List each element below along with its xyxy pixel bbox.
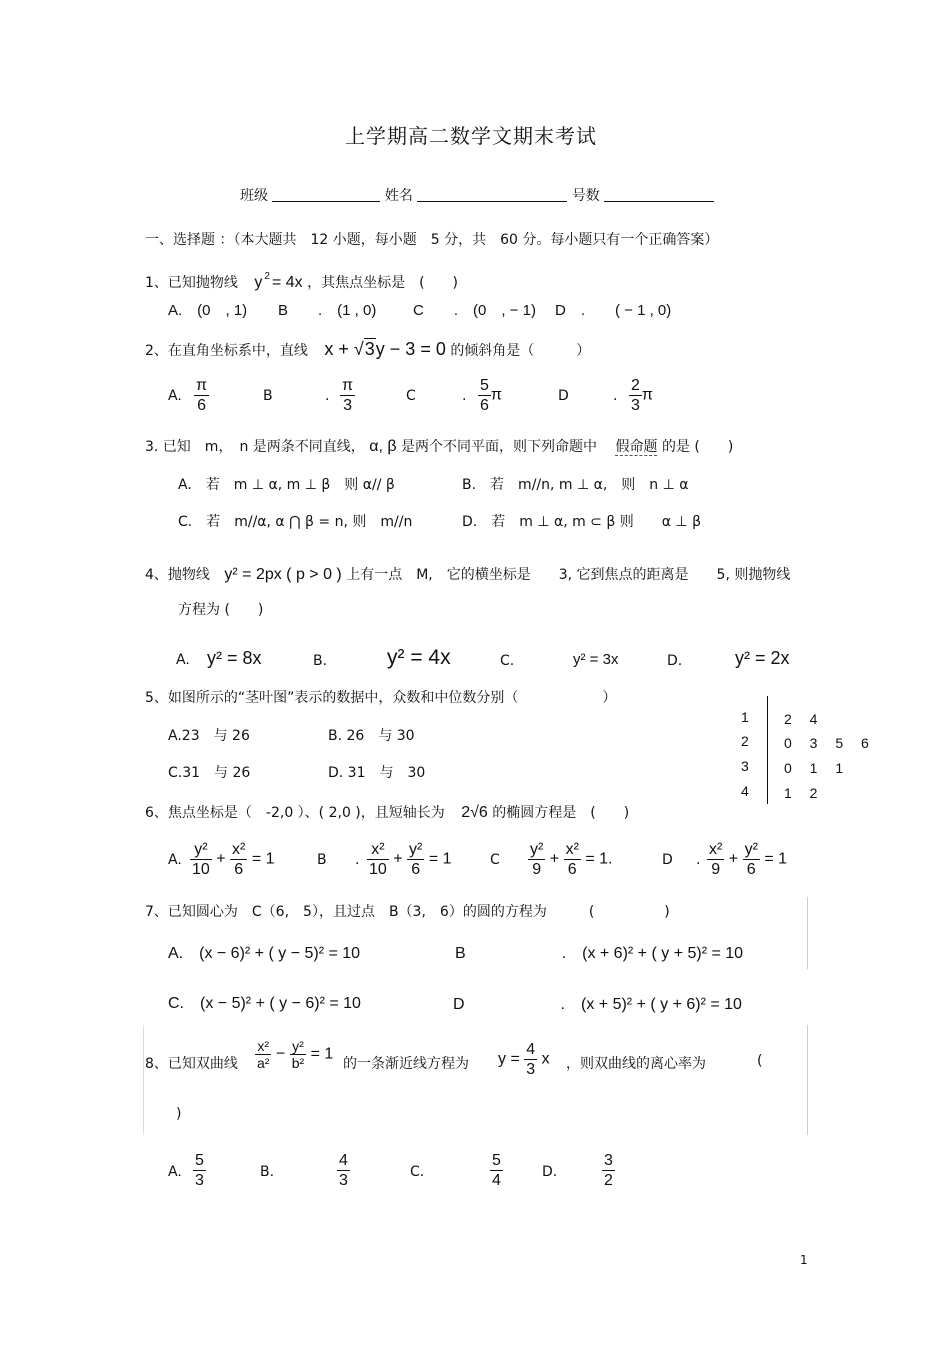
question-6 xyxy=(145,802,629,822)
q8-option-c: $\frac{5}{4}$ xyxy=(492,1152,501,1189)
q4-label-c: C. xyxy=(500,653,515,669)
q8-option-d: $\frac{3}{2}$ xyxy=(604,1152,613,1189)
q5-option-d: D. 31 与 30 xyxy=(328,765,426,781)
q1-option-d: D . ( − 1 , 0) xyxy=(555,302,672,319)
section-header: 一、选择题 ：（本大题共 12 小题，每小题 5 分，共 60 分。每小题只有一个正确答案） xyxy=(145,232,719,248)
q2-option-d: $\frac{2}{3}$ π xyxy=(631,377,653,414)
q4-equation: y² = 2px ( p > 0 ) xyxy=(224,566,342,583)
q8-paren-open: ( xyxy=(757,1053,763,1069)
q3-option-d: D. 若 m ⊥ α, m ⊂ β 则 α ⊥ β xyxy=(462,514,702,530)
q6-dot-d: . xyxy=(696,852,701,868)
margin-rule-left xyxy=(143,1025,144,1135)
name-blank xyxy=(417,187,567,202)
q4-option-a: y² = 8x xyxy=(207,648,262,668)
q7-option-a: A. (x − 6)² + ( y − 5)² = 10 xyxy=(168,945,361,962)
q2-label-b: B xyxy=(263,388,273,404)
q8-stem: 8、已知双曲线 xyxy=(145,1056,238,1072)
question-1 xyxy=(145,272,458,292)
q2-option-a: $\frac{\pi}{6}$ xyxy=(196,377,208,414)
q6-dot-b: . xyxy=(355,852,360,868)
q6-label-b: B xyxy=(317,852,327,868)
q4-label-d: D. xyxy=(667,653,683,669)
q5-option-a: A.23 与 26 xyxy=(168,728,250,744)
q6-axis-length: 2√6 xyxy=(461,804,488,821)
q8-equation: $\frac{\text{x²}}{\text{a²}}$ − $\frac{\text{y²}}{\text{b²}}$ = 1 xyxy=(257,1038,334,1071)
q8-mid: 的一条渐近线方程为 xyxy=(343,1056,469,1072)
q6-label-a: A. xyxy=(168,852,182,868)
q2-dot-c: . xyxy=(462,388,467,404)
q2-option-c: $\frac{5}{6}$ π xyxy=(480,377,502,414)
q2-label-d: D xyxy=(558,388,569,404)
q7-option-b: B . (x + 6)² + ( y + 5)² = 10 xyxy=(455,945,744,962)
q4-option-c: y² = 3x xyxy=(573,651,619,668)
q1-equation: y $^2$ = 4x xyxy=(254,271,303,291)
q6-stem-a: 6、焦点坐标是（ -2,0 ）、( 2,0 )，且短轴长为 xyxy=(145,805,445,821)
class-blank xyxy=(272,187,380,202)
q2-tail: 的倾斜角是（ ） xyxy=(450,343,591,359)
stem-1: 1 xyxy=(741,709,749,725)
q8-paren-close: ) xyxy=(176,1106,182,1122)
q6-label-d: D xyxy=(662,852,673,868)
q3-stem-c: 的是 ( ) xyxy=(661,439,734,455)
q2-equation: x + √3y − 3 = 0 xyxy=(324,339,446,359)
q6-option-a: $\frac{\text{y²}}{10}$ + $\frac{\text{x²}}{6}$ = 1 xyxy=(192,841,275,878)
page-number: 1 xyxy=(800,1253,808,1267)
q6-option-b: $\frac{\text{x²}}{10}$ + $\frac{\text{y²}}{6}$ = 1 xyxy=(369,841,452,878)
student-info-line xyxy=(240,185,714,205)
class-label: 班级 xyxy=(240,188,268,204)
stem-3: 3 xyxy=(741,758,749,774)
q3-stem-a: 3. 已知 m， n 是两条不同直线， xyxy=(145,439,365,455)
q8-option-b: $\frac{4}{3}$ xyxy=(339,1152,348,1189)
q3-option-b: B. 若 m//n, m ⊥ α, 则 n ⊥ α xyxy=(462,477,689,493)
q3-option-a: A. 若 m ⊥ α, m ⊥ β 则 α// β xyxy=(178,477,395,493)
q2-option-b: $\frac{\pi}{3}$ xyxy=(342,377,354,414)
number-label: 号数 xyxy=(571,188,600,204)
q3-stem-b: 是两个不同平面，则下列命题中 xyxy=(401,439,598,455)
q2-dot-b: . xyxy=(325,388,330,404)
q8-label-b: B. xyxy=(260,1164,275,1180)
q7-option-c: C. (x − 5)² + ( y − 6)² = 10 xyxy=(168,995,361,1012)
stem-leaf-divider xyxy=(767,696,768,804)
q1-option-c: C . (0 , − 1) xyxy=(413,302,536,319)
q8-label-d: D. xyxy=(542,1164,558,1180)
q2-label-a: A. xyxy=(168,388,182,404)
q3-key-term: 假命题 xyxy=(615,439,658,455)
q5-option-b: B. 26 与 30 xyxy=(328,728,415,744)
q5-option-c: C.31 与 26 xyxy=(168,765,251,781)
leaves-4: 1 2 xyxy=(784,785,818,801)
q7-option-d: D . (x + 5)² + ( y + 6)² = 10 xyxy=(453,996,742,1013)
q3-planes: α, β xyxy=(369,438,397,455)
q4-tail: 上有一点 M, 它的横坐标是 3, 它到焦点的距离是 5, 则抛物线 xyxy=(346,567,791,583)
leaves-1: 2 4 xyxy=(784,711,818,727)
q2-dot-d: . xyxy=(613,388,618,404)
q8-asymptote: y = $\frac{4}{3}$ x xyxy=(498,1041,550,1078)
q1-tail: ，其焦点坐标是 ( ) xyxy=(307,275,459,291)
q4-option-d: y² = 2x xyxy=(735,648,790,668)
question-3 xyxy=(145,436,733,456)
q8-option-a: $\frac{5}{3}$ xyxy=(195,1152,204,1189)
margin-rule xyxy=(807,897,808,969)
name-label: 姓名 xyxy=(384,188,413,204)
q6-option-d: $\frac{\text{x²}}{9}$ + $\frac{\text{y²}}{6}$ = 1 xyxy=(709,841,788,878)
q6-option-c: $\frac{\text{y²}}{9}$ + $\frac{\text{x²}}{6}$ = 1. xyxy=(530,841,613,878)
q4-option-b: y² = 4x xyxy=(387,646,451,669)
q4-stem: 4、抛物线 xyxy=(145,567,210,583)
q4-label-b: B. xyxy=(313,653,328,669)
q8-label-a: A. xyxy=(168,1164,182,1180)
page-title: 上学期高二数学文期末考试 xyxy=(345,124,597,148)
q2-stem: 2、在直角坐标系中，直线 xyxy=(145,343,308,359)
number-blank xyxy=(604,187,714,202)
q1-stem: 1、已知抛物线 xyxy=(145,275,238,291)
q3-option-c: C. 若 m//α, α ⋂ β = n, 则 m//n xyxy=(178,514,413,530)
q1-option-b: B . (1 , 0) xyxy=(278,302,377,319)
question-7: 7、已知圆心为 C（6, 5），且过点 B（3, 6）的圆的方程为 ( ) xyxy=(145,904,670,920)
q6-label-c: C xyxy=(490,852,500,868)
stem-2: 2 xyxy=(741,733,749,749)
margin-rule-right xyxy=(807,1025,808,1135)
q8-label-c: C. xyxy=(410,1164,425,1180)
q8-tail: ，则双曲线的离心率为 xyxy=(566,1056,706,1072)
question-5: 5、如图所示的“茎叶图”表示的数据中，众数和中位数分别（ ） xyxy=(145,690,617,706)
leaves-3: 0 1 1 xyxy=(784,760,844,776)
question-2 xyxy=(145,339,590,360)
q2-label-c: C xyxy=(406,388,416,404)
leaves-2: 0 3 5 6 xyxy=(784,735,869,751)
q4-line2: 方程为 ( ) xyxy=(178,602,264,618)
stem-4: 4 xyxy=(741,783,749,799)
question-4 xyxy=(145,564,790,584)
q4-label-a: A. xyxy=(176,652,190,668)
q6-stem-b: 的椭圆方程是 ( ) xyxy=(492,805,630,821)
q1-option-a: A. (0 , 1) xyxy=(168,302,248,319)
